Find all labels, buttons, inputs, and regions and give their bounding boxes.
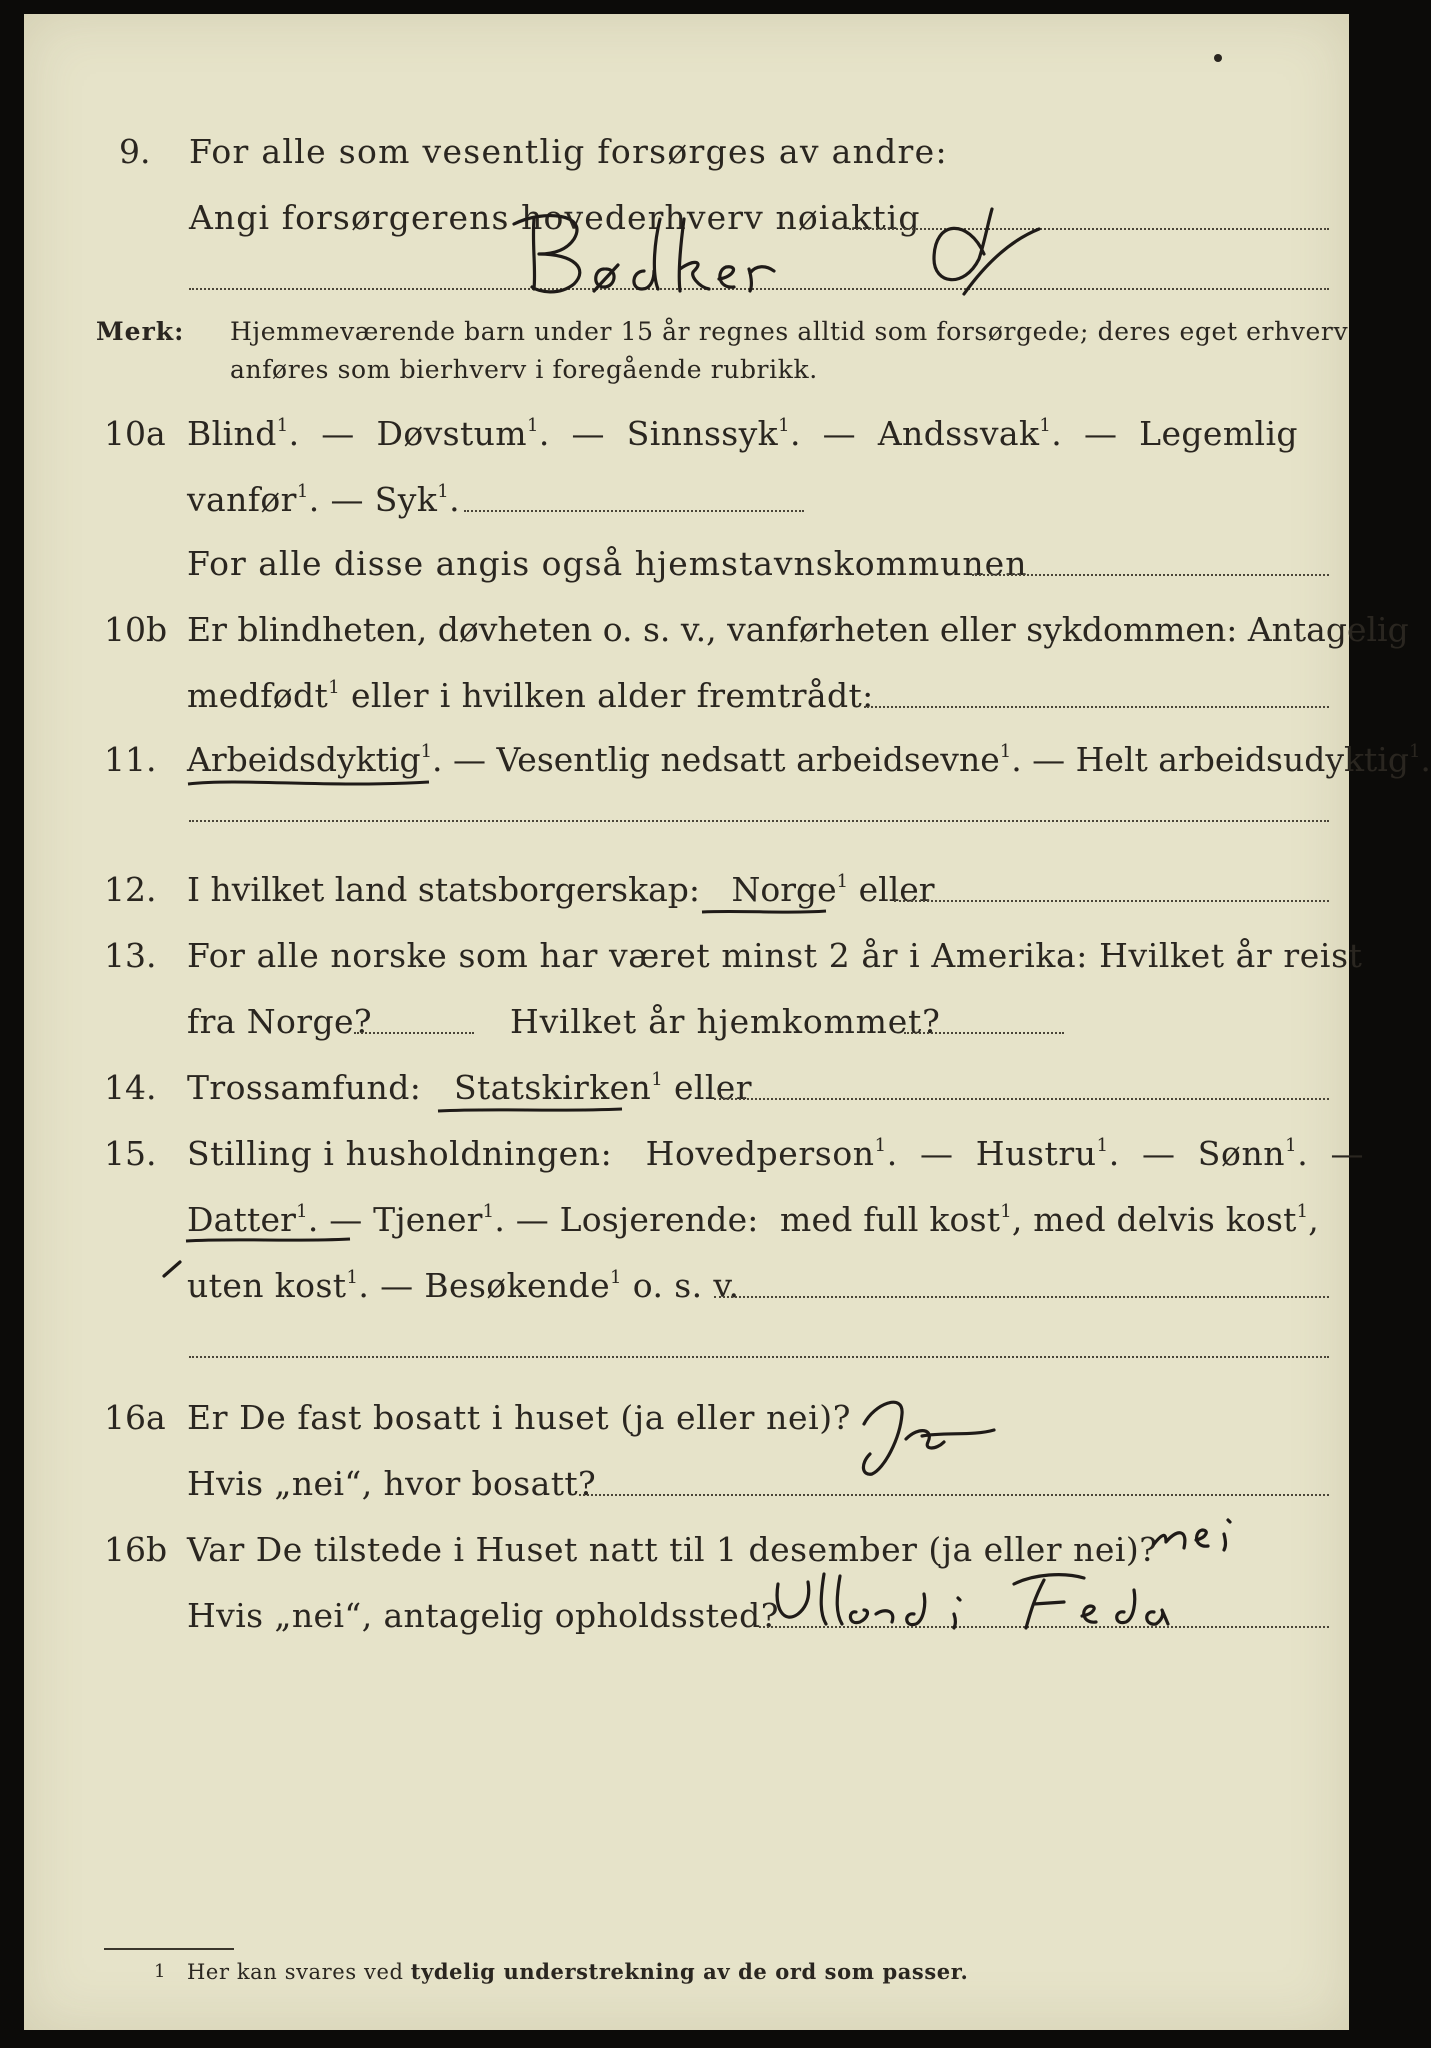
q16b-handwritten-place bbox=[764, 1554, 1234, 1644]
dash: — bbox=[329, 1200, 363, 1239]
q14-blank bbox=[714, 1098, 1329, 1100]
footnote-ref: 1 bbox=[296, 1201, 308, 1222]
q9-line2: Angi forsørgerens hovederhverv nøiaktig bbox=[189, 198, 921, 237]
q15-blank bbox=[714, 1296, 1329, 1298]
footnote-ref: 1 bbox=[328, 677, 341, 698]
option-sonn: Sønn bbox=[1197, 1134, 1286, 1173]
q15-line1: Stilling i husholdningen: Hovedperson$^1$. — Hustru$^1$. — Sønn$^1$. — bbox=[187, 1134, 1365, 1173]
footnote-text-a: Her kan svares ved bbox=[187, 1960, 404, 1984]
underline-arbeidsdyktig bbox=[184, 774, 434, 794]
dash: — bbox=[1141, 1134, 1176, 1173]
dash: — bbox=[919, 1134, 954, 1173]
period: . bbox=[1420, 740, 1431, 779]
dash: — bbox=[515, 1200, 549, 1239]
footnote-ref: 1 bbox=[610, 1267, 622, 1288]
option-helt-arbeidsudyktig: . — Helt arbeidsudyktig bbox=[1011, 740, 1409, 779]
underline-norge bbox=[700, 904, 830, 920]
footnote-ref: 1 bbox=[296, 481, 309, 502]
footnote-ref: 1 bbox=[1285, 1135, 1298, 1156]
option-vesentlig-nedsatt: . — Vesentlig nedsatt arbeidsevne bbox=[432, 740, 1000, 779]
option-losjerende: Losjerende: bbox=[559, 1200, 759, 1239]
option-besokende: Besøkende bbox=[424, 1266, 611, 1305]
q16a-line1: Er De fast bosatt i huset (ja eller nei)? bbox=[187, 1398, 851, 1437]
q10b-blank bbox=[864, 706, 1329, 708]
q10a-number: 10a bbox=[104, 414, 166, 453]
option-andssvak: Andssvak bbox=[877, 414, 1040, 453]
q12-number: 12. bbox=[104, 870, 157, 909]
footnote-rule bbox=[104, 1948, 234, 1950]
q16a-line2: Hvis „nei“, hvor bosatt? bbox=[187, 1464, 597, 1503]
census-form-page bbox=[24, 14, 1431, 2030]
option-vanfor: vanfør bbox=[187, 480, 297, 519]
ink-speck bbox=[1214, 54, 1222, 62]
footnote-ref: 1 bbox=[420, 741, 433, 762]
footnote-ref: 1 bbox=[276, 415, 289, 436]
tick-mark bbox=[158, 1254, 188, 1284]
dash: — bbox=[330, 480, 364, 519]
q14-number: 14. bbox=[104, 1068, 157, 1107]
q16a-blank bbox=[579, 1494, 1329, 1496]
option-datter: Datter bbox=[187, 1200, 297, 1239]
underline-statskirken bbox=[436, 1102, 626, 1118]
dash: — bbox=[380, 1266, 414, 1305]
q10b-line2-rest: eller i hvilken alder fremtrådt: bbox=[350, 676, 874, 715]
q11-blank bbox=[189, 820, 1329, 822]
q16b-number: 16b bbox=[104, 1530, 168, 1569]
option-hovedperson: Hovedperson bbox=[645, 1134, 875, 1173]
q12-blank bbox=[894, 900, 1329, 902]
dash: — bbox=[571, 414, 605, 453]
q10a-line1: Blind$^1$. — Døvstum$^1$. — Sinnssyk$^1$. — Andssvak$^1$. — Legemlig bbox=[187, 414, 1298, 453]
footnote-ref: 1 bbox=[437, 481, 450, 502]
footnote-ref: 1 bbox=[874, 1135, 887, 1156]
option-statskirken: Statskirken bbox=[453, 1068, 652, 1107]
footnote-ref: 1 bbox=[346, 1267, 359, 1288]
merk-label: Merk: bbox=[96, 317, 185, 346]
footnote-ref: 1 bbox=[1408, 741, 1421, 762]
footnote-text-b: tydelig understrekning av de ord som passer. bbox=[410, 1959, 969, 1984]
option-uten-kost: uten kost bbox=[187, 1266, 347, 1305]
footnote-ref: 1 bbox=[1000, 1201, 1012, 1222]
option-medfodt: medfødt bbox=[187, 676, 329, 715]
q16a-number: 16a bbox=[104, 1398, 166, 1437]
footnote-ref: 1 bbox=[526, 415, 539, 436]
q9-number: 9. bbox=[119, 132, 151, 171]
footnote-ref: 1 bbox=[482, 1201, 495, 1222]
q13-line2b: Hvilket år hjemkommet? bbox=[510, 1002, 941, 1041]
option-sinnssyk: Sinnssyk bbox=[626, 414, 779, 453]
q11-number: 11. bbox=[104, 740, 157, 779]
option-delvis-kost: med delvis kost bbox=[1033, 1200, 1297, 1239]
merk-line1: Hjemmeværende barn under 15 år regnes alltid som forsørgede; deres eget erhverv bbox=[230, 317, 1349, 346]
q10a-line2-blank bbox=[464, 510, 804, 512]
q15-number: 15. bbox=[104, 1134, 157, 1173]
q10b-line2 bbox=[187, 676, 874, 716]
q10b-number: 10b bbox=[104, 610, 168, 649]
q13-number: 13. bbox=[104, 936, 157, 975]
option-syk: Syk bbox=[374, 480, 438, 519]
underline-datter bbox=[184, 1232, 354, 1248]
footnote-mark: 1 bbox=[154, 1961, 167, 1982]
q15-osv: o. s. v. bbox=[632, 1266, 740, 1305]
q9-line1: For alle som vesentlig forsørges av andre: bbox=[189, 132, 948, 171]
q10a-line3-blank bbox=[972, 574, 1329, 576]
footnote-ref: 1 bbox=[651, 1069, 664, 1090]
q13-blank-reist bbox=[354, 1032, 474, 1034]
q15-line2: Datter$^1$. — Tjener$^1$. — Losjerende: med full kost$^1$, med delvis kost$^1$, bbox=[187, 1200, 1319, 1239]
dash: — bbox=[822, 414, 857, 453]
footnote-text bbox=[187, 1956, 968, 1988]
option-legemlig: Legemlig bbox=[1139, 414, 1298, 453]
footnote-ref: 1 bbox=[778, 415, 790, 436]
q16b-line1: Var De tilstede i Huset natt til 1 desember (ja eller nei)? bbox=[187, 1530, 1158, 1569]
footnote-ref: 1 bbox=[1296, 1201, 1309, 1222]
q14-eller: eller bbox=[673, 1068, 752, 1107]
footnote-ref: 1 bbox=[1039, 415, 1052, 436]
option-norge: Norge bbox=[731, 870, 837, 909]
q10b-line1: Er blindheten, døvheten o. s. v., vanførheten eller sykdommen: Antagelig bbox=[187, 610, 1409, 649]
q9-handwritten-answer bbox=[494, 199, 1054, 309]
q13-line1: For alle norske som har været minst 2 år i Amerika: Hvilket år reist bbox=[187, 936, 1363, 975]
footnote-ref: 1 bbox=[836, 871, 849, 892]
q15-text: Stilling i husholdningen: bbox=[187, 1134, 613, 1173]
q16a-handwritten-answer bbox=[844, 1384, 1004, 1484]
option-tjener: Tjener bbox=[373, 1200, 483, 1239]
q12-text: I hvilket land statsborgerskap: bbox=[187, 870, 701, 909]
q14-text: Trossamfund: bbox=[187, 1068, 422, 1107]
option-full-kost: med full kost bbox=[780, 1200, 1001, 1239]
option-arbeidsdyktig: Arbeidsdyktig bbox=[187, 740, 421, 779]
option-hustru: Hustru bbox=[975, 1134, 1097, 1173]
footnote-ref: 1 bbox=[1096, 1135, 1109, 1156]
option-blind: Blind bbox=[187, 414, 277, 453]
option-dovstum: Døvstum bbox=[376, 414, 527, 453]
q16b-line2: Hvis „nei“, antagelig opholdssted? bbox=[187, 1596, 779, 1635]
q13-blank-hjemkommet bbox=[904, 1032, 1064, 1034]
q10a-line3: For alle disse angis også hjemstavnskommunen bbox=[187, 544, 1028, 583]
q12-eller: eller bbox=[858, 870, 935, 909]
dash: — bbox=[321, 414, 355, 453]
q15-blank-2 bbox=[189, 1356, 1329, 1358]
dash: — bbox=[1330, 1134, 1365, 1173]
q10a-line2: vanfør$^1$. — Syk$^1$. bbox=[187, 480, 460, 519]
q15-line3: uten kost$^1$. — Besøkende$^1$ o. s. v. bbox=[187, 1266, 740, 1305]
footnote-ref: 1 bbox=[999, 741, 1012, 762]
dash: — bbox=[1083, 414, 1118, 453]
merk-line2: anføres som bierhverv i foregående rubrikk. bbox=[230, 355, 818, 384]
q13-line2a: fra Norge? bbox=[187, 1002, 373, 1041]
